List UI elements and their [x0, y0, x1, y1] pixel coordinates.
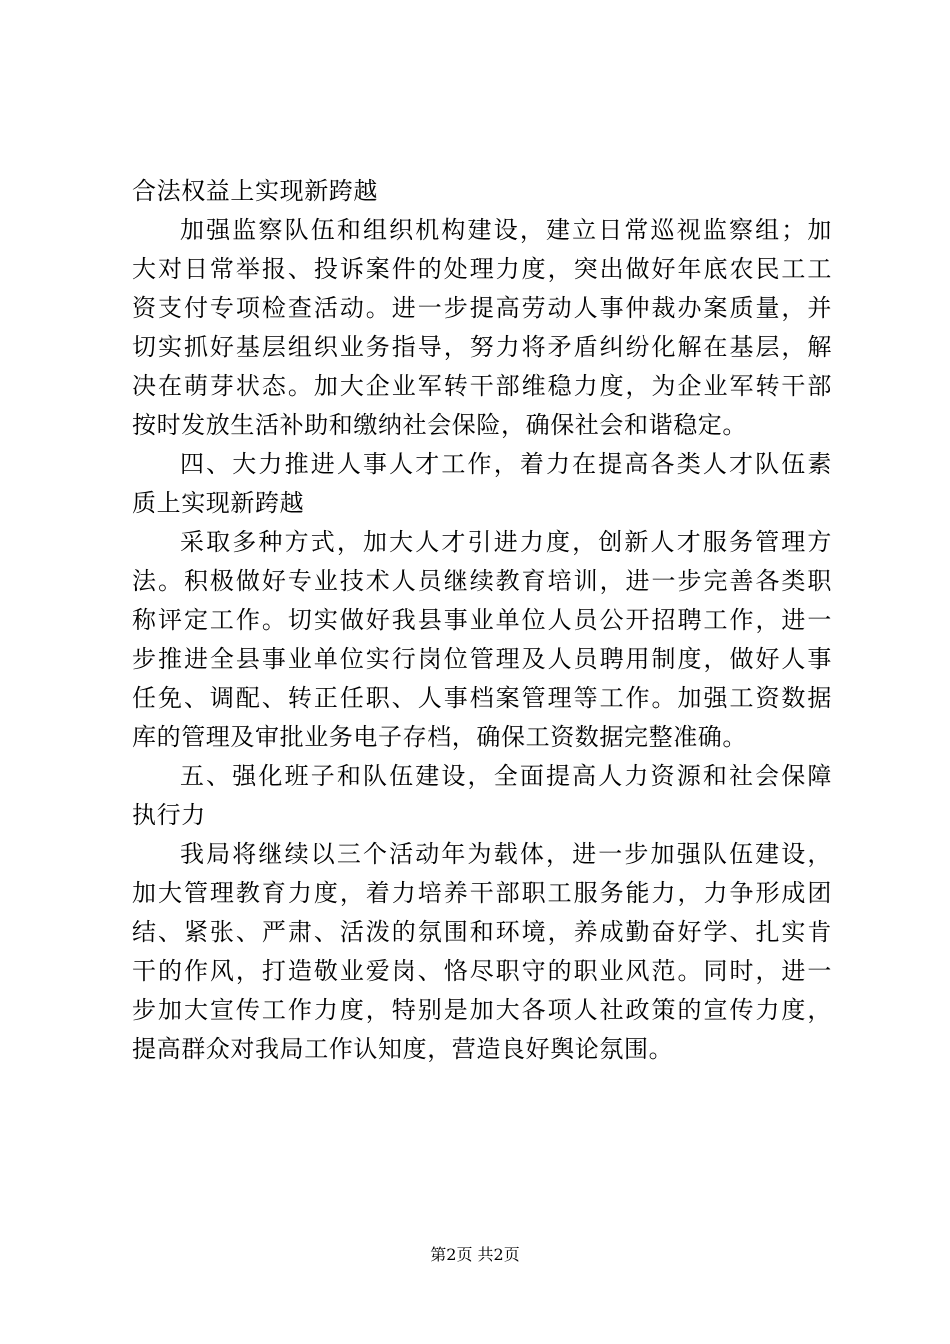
paragraph-line: 任免、调配、转正任职、人事档案管理等工作。加强工资数据: [132, 684, 832, 712]
paragraph-line: 采取多种方式，加大人才引进力度，创新人才服务管理方: [180, 528, 832, 556]
paragraph-line: 法。积极做好专业技术人员继续教育培训，进一步完善各类职: [132, 567, 832, 595]
paragraph-line: 称评定工作。切实做好我县事业单位人员公开招聘工作，进一: [132, 606, 832, 634]
paragraph-line: 切实抓好基层组织业务指导，努力将矛盾纠纷化解在基层，解: [132, 333, 832, 361]
section-heading-line: 五、强化班子和队伍建设，全面提高人力资源和社会保障: [180, 762, 832, 790]
paragraph-line: 资支付专项检查活动。进一步提高劳动人事仲裁办案质量，并: [132, 294, 832, 322]
paragraph-line: 加强监察队伍和组织机构建设，建立日常巡视监察组；加: [180, 216, 832, 244]
document-body: [132, 172, 832, 1069]
text-line: 合法权益上实现新跨越: [132, 177, 378, 205]
section-heading-line: 质上实现新跨越: [132, 489, 305, 517]
paragraph-line: 决在萌芽状态。加大企业军转干部维稳力度，为企业军转干部: [132, 372, 832, 400]
paragraph-line: 库的管理及审批业务电子存档，确保工资数据完整准确。: [132, 723, 747, 751]
paragraph-line: 按时发放生活补助和缴纳社会保险，确保社会和谐稳定。: [132, 411, 747, 439]
paragraph-line: 加大管理教育力度，着力培养干部职工服务能力，力争形成团: [132, 879, 832, 907]
paragraph-line: 结、紧张、严肃、活泼的氛围和环境，养成勤奋好学、扎实肯: [132, 918, 832, 946]
paragraph-line: 大对日常举报、投诉案件的处理力度，突出做好年底农民工工: [132, 255, 832, 283]
page-number-footer: 第2页 共2页: [430, 1245, 520, 1264]
paragraph-line: 提高群众对我局工作认知度，营造良好舆论氛围。: [132, 1035, 674, 1063]
paragraph-line: 步加大宣传工作力度，特别是加大各项人社政策的宣传力度，: [132, 996, 832, 1024]
paragraph-line: 干的作风，打造敬业爱岗、恪尽职守的职业风范。同时，进一: [132, 957, 832, 985]
section-heading-line: 四、大力推进人事人才工作，着力在提高各类人才队伍素: [180, 450, 832, 478]
section-heading-line: 执行力: [132, 801, 206, 829]
paragraph-line: 步推进全县事业单位实行岗位管理及人员聘用制度，做好人事: [132, 645, 832, 673]
paragraph-line: 我局将继续以三个活动年为载体，进一步加强队伍建设，: [180, 840, 832, 868]
